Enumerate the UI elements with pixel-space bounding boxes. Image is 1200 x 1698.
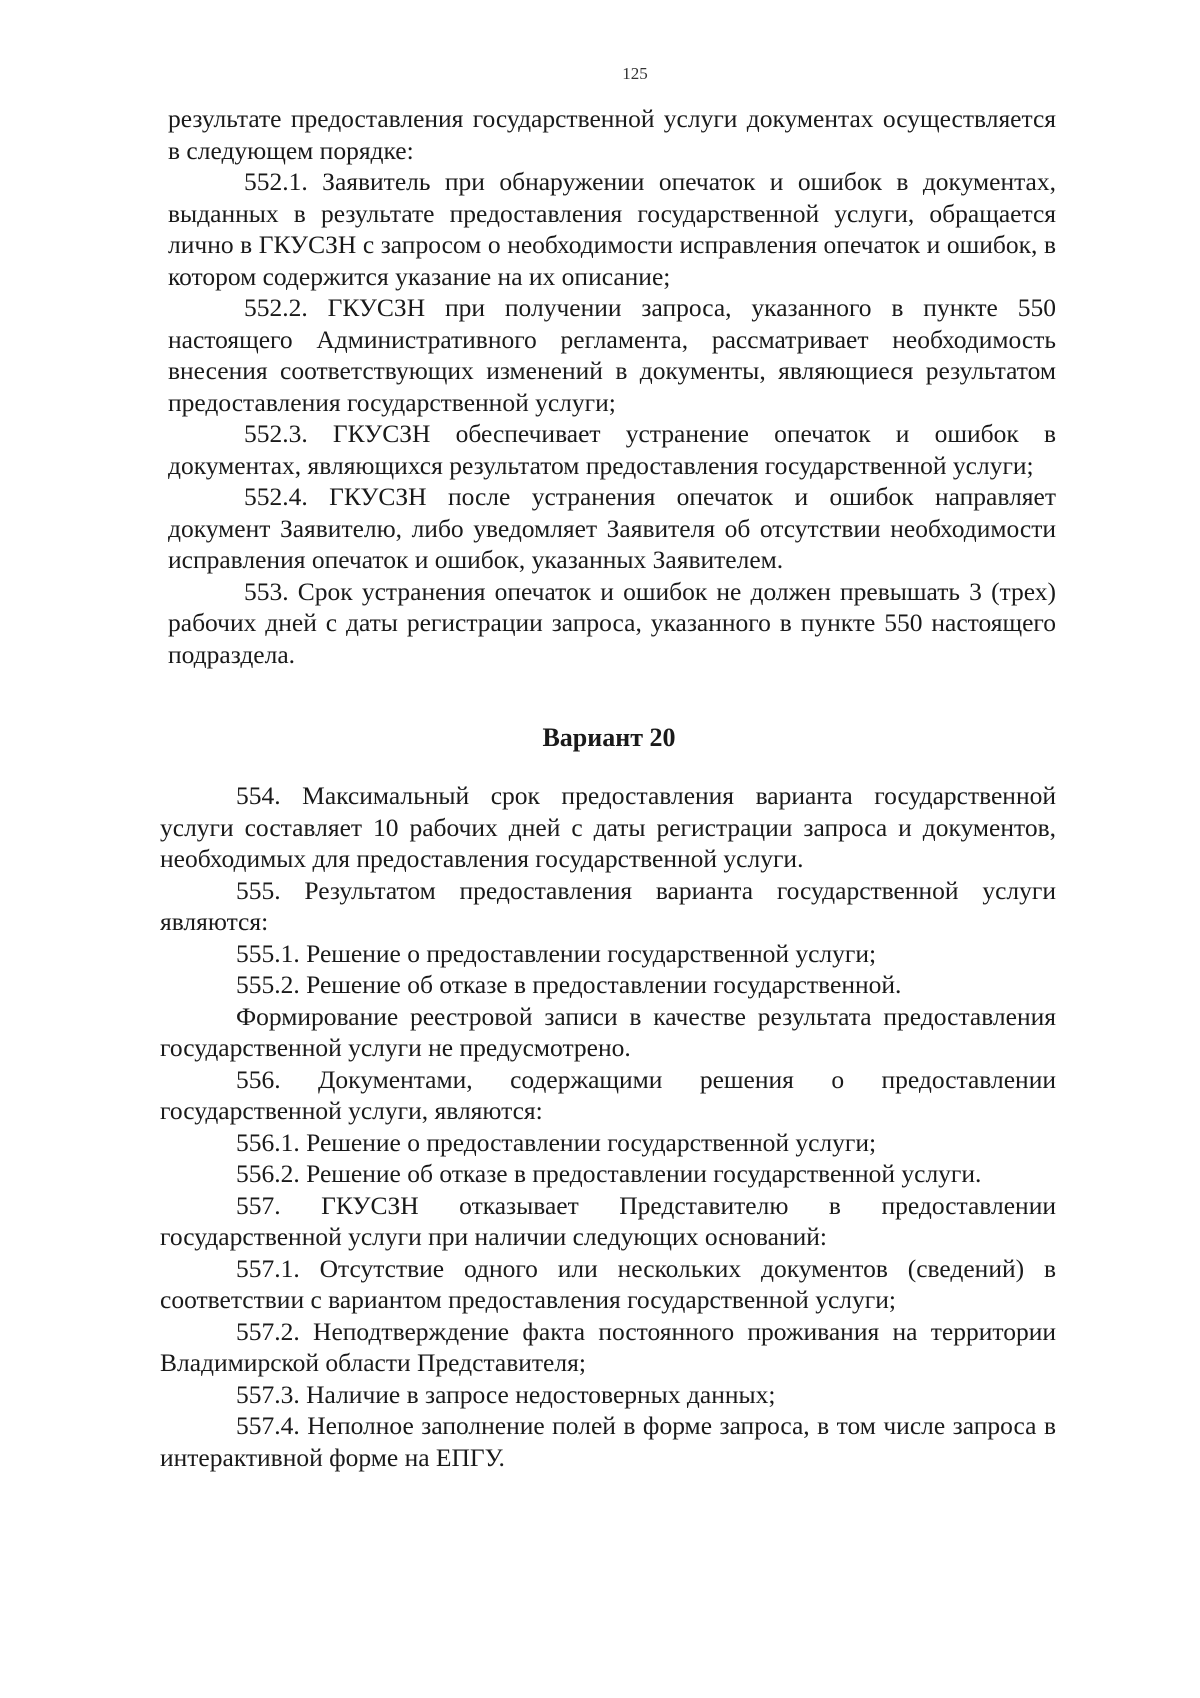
paragraph: 552.1. Заявитель при обнаружении опечаток и ошибок в документах, выданных в результате предоставления государственной услуги, обращается лично в ГКУСЗН с запросом о необходимости исправления опечаток и ошибок, в котором содержится указание на их описание; [168,167,1056,291]
section-procedure-text [168,103,1056,670]
paragraph: 555.2. Решение об отказе в предоставлении государственной. [236,970,902,999]
paragraph: 552.2. ГКУСЗН при получении запроса, указанного в пункте 550 настоящего Административного регламента, рассматривает необходимость внесения соответствующих изменений в документы, являющиеся результатом предоставления государственной услуги; [168,293,1056,417]
paragraph: результате предоставления государственной услуги документах осуществляется в следующем порядке: [168,104,1056,165]
paragraph: 557.3. Наличие в запросе недостоверных данных; [236,1379,776,1409]
section-variant-text [160,780,1056,1473]
page-number: 125 [622,64,648,83]
paragraph: 557.4. Неполное заполнение полей в форме запроса, в том числе запроса в интерактивной форме на ЕПГУ. [160,1411,1056,1472]
paragraph: 556.1. Решение о предоставлении государственной услуги; [236,1127,877,1157]
paragraph: 552.3. ГКУСЗН обеспечивает устранение опечаток и ошибок в документах, являющихся результатом предоставления государственной услуги; [168,419,1056,480]
paragraph: 552.4. ГКУСЗН после устранения опечаток и ошибок направляет документ Заявителю, либо уведомляет Заявителя об отсутствии необходимости исправления опечаток и ошибок, указанных Заявителем. [168,482,1056,574]
paragraph: Формирование реестровой записи в качестве результата предоставления государственной услуги не предусмотрено. [160,1001,1056,1062]
paragraph: 555. Результатом предоставления варианта государственной услуги являются: [160,875,1056,936]
paragraph: 556. Документами, содержащими решения о предоставлении государственной услуги, являются: [160,1064,1056,1125]
paragraph: 555.1. Решение о предоставлении государственной услуги; [236,938,877,968]
paragraph: 557.2. Неподтверждение факта постоянного проживания на территории Владимирской области Представителя; [160,1316,1056,1377]
paragraph: 557.1. Отсутствие одного или нескольких документов (сведений) в соответствии с вариантом предоставления государственной услуги; [160,1253,1056,1314]
paragraph: 554. Максимальный срок предоставления варианта государственной услуги составляет 10 рабочих дней с даты регистрации запроса и документов, необходимых для предоставления государственной услуги. [160,781,1056,873]
paragraph: 556.2. Решение об отказе в предоставлении государственной услуги. [236,1159,982,1188]
paragraph: 553. Срок устранения опечаток и ошибок не должен превышать 3 (трех) рабочих дней с даты регистрации запроса, указанного в пункте 550 настоящего подраздела. [168,576,1056,669]
paragraph: 557. ГКУСЗН отказывает Представителю в предоставлении государственной услуги при наличии следующих оснований: [160,1190,1056,1251]
section-heading: Вариант 20 [542,723,676,752]
